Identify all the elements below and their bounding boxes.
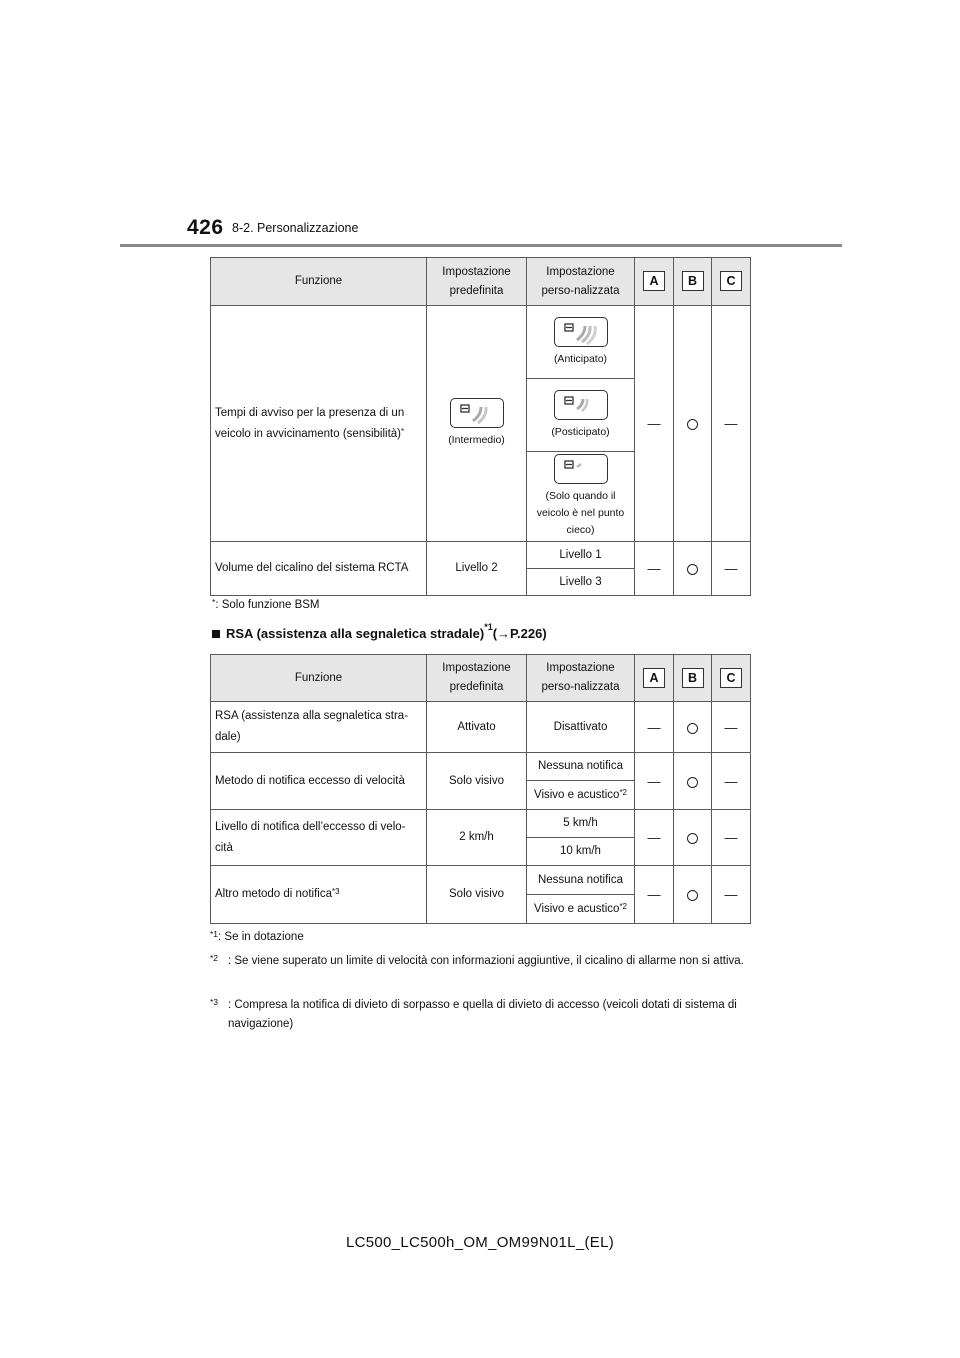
column-b-value — [674, 542, 712, 596]
sensor-blindspot-icon — [554, 454, 608, 484]
column-b-value — [674, 866, 712, 924]
header-b: B — [674, 655, 712, 702]
header-divider — [120, 244, 842, 247]
header-function: Funzione — [211, 258, 427, 306]
table1-footnote: *: Solo funzione BSM — [212, 597, 320, 611]
circle-icon — [687, 723, 698, 734]
table-header-row — [211, 258, 751, 306]
function-cell: RSA (assistenza alla segnaletica stra-dale) — [211, 702, 427, 753]
table-row — [211, 810, 751, 838]
circle-icon — [687, 777, 698, 788]
header-custom: Impostazione perso-nalizzata — [527, 655, 635, 702]
circle-icon — [687, 833, 698, 844]
function-cell: Livello di notifica dell’eccesso di velo-cità — [211, 810, 427, 866]
column-a-value: — — [635, 702, 674, 753]
column-c-value: — — [712, 753, 751, 810]
column-c-value: — — [712, 542, 751, 596]
column-c-value: — — [712, 866, 751, 924]
function-cell: Volume del cicalino del sistema RCTA — [211, 542, 427, 596]
column-c-value: — — [712, 702, 751, 753]
page-number: 426 — [187, 216, 224, 239]
custom-cell: Visivo e acustico$^{*2}$ — [527, 895, 635, 924]
header-custom: Impostazione perso-nalizzata — [527, 258, 635, 306]
rsa-settings-table — [210, 654, 751, 924]
table-row — [211, 866, 751, 895]
column-c-value: — — [712, 810, 751, 866]
header-a: A — [635, 655, 674, 702]
table-row — [211, 542, 751, 569]
function-cell: Metodo di notifica eccesso di velocità — [211, 753, 427, 810]
column-c-value: — — [712, 306, 751, 542]
custom-cell: 10 km/h — [527, 838, 635, 866]
table-header-row — [211, 655, 751, 702]
custom-cell: (Anticipato) — [527, 306, 635, 379]
footnote-2: $^{*2}$ : Se viene superato un limite di velocità con informazioni aggiuntive, il cicalino di allarme non si attiva. — [210, 953, 744, 967]
bullet-square-icon — [212, 630, 220, 638]
column-b-value — [674, 753, 712, 810]
column-a-value: — — [635, 810, 674, 866]
footnote-3: $^{*3}$ : Compresa la notifica di divieto di sorpasso e quella di divieto di accesso (veicoli dotati di sistema di navigazione) — [210, 997, 737, 1030]
default-cell: Solo visivo — [427, 866, 527, 924]
section-title: 8-2. Personalizzazione — [232, 221, 359, 235]
header-b: B — [674, 258, 712, 306]
table-row — [211, 753, 751, 781]
column-b-value — [674, 810, 712, 866]
custom-cell: Livello 1 — [527, 542, 635, 569]
default-cell: Solo visivo — [427, 753, 527, 810]
custom-cell: (Posticipato) — [527, 379, 635, 452]
header-c: C — [712, 258, 751, 306]
custom-cell: Visivo e acustico$^{*2}$ — [527, 781, 635, 810]
custom-cell: (Solo quando il veicolo è nel punto cieco) — [527, 452, 635, 542]
footnote-1: $^{*1}$: Se in dotazione — [210, 929, 304, 943]
document-footer: LC500_LC500h_OM_OM99N01L_(EL) — [345, 1234, 615, 1251]
header-default: Impostazione predefinita — [427, 655, 527, 702]
default-cell — [427, 306, 527, 542]
column-a-value: — — [635, 753, 674, 810]
custom-cell: 5 km/h — [527, 810, 635, 838]
custom-cell: Livello 3 — [527, 569, 635, 596]
table-row — [211, 306, 751, 379]
column-b-value — [674, 702, 712, 753]
page-reference-link[interactable]: (→P.226) — [492, 626, 547, 641]
circle-icon — [687, 419, 698, 430]
header-function: Funzione — [211, 655, 427, 702]
column-a-value: — — [635, 542, 674, 596]
sensor-early-icon — [554, 317, 608, 347]
default-cell: Livello 2 — [427, 542, 527, 596]
function-cell: Altro metodo di notifica$^{*3}$ — [211, 866, 427, 924]
column-a-value: — — [635, 306, 674, 542]
sensor-medium-icon — [450, 398, 504, 428]
custom-cell: Nessuna notifica — [527, 753, 635, 781]
default-caption: (Intermedio) — [448, 434, 505, 446]
section-heading-rsa: RSA (assistenza alla segnaletica stradale)$^{*1}$(→P.226) — [212, 626, 547, 641]
header-a: A — [635, 258, 674, 306]
header-c: C — [712, 655, 751, 702]
column-a-value: — — [635, 866, 674, 924]
column-b-value — [674, 306, 712, 542]
circle-icon — [687, 890, 698, 901]
function-cell: Tempi di avviso per la presenza di un veicolo in avvicinamento (sensibilità)* — [211, 306, 427, 542]
custom-cell: Disattivato — [527, 702, 635, 753]
bsm-settings-table — [210, 257, 751, 596]
custom-cell: Nessuna notifica — [527, 866, 635, 895]
table-row — [211, 702, 751, 753]
circle-icon — [687, 564, 698, 575]
default-cell: Attivato — [427, 702, 527, 753]
header-default: Impostazione predefinita — [427, 258, 527, 306]
sensor-late-icon — [554, 390, 608, 420]
default-cell: 2 km/h — [427, 810, 527, 866]
